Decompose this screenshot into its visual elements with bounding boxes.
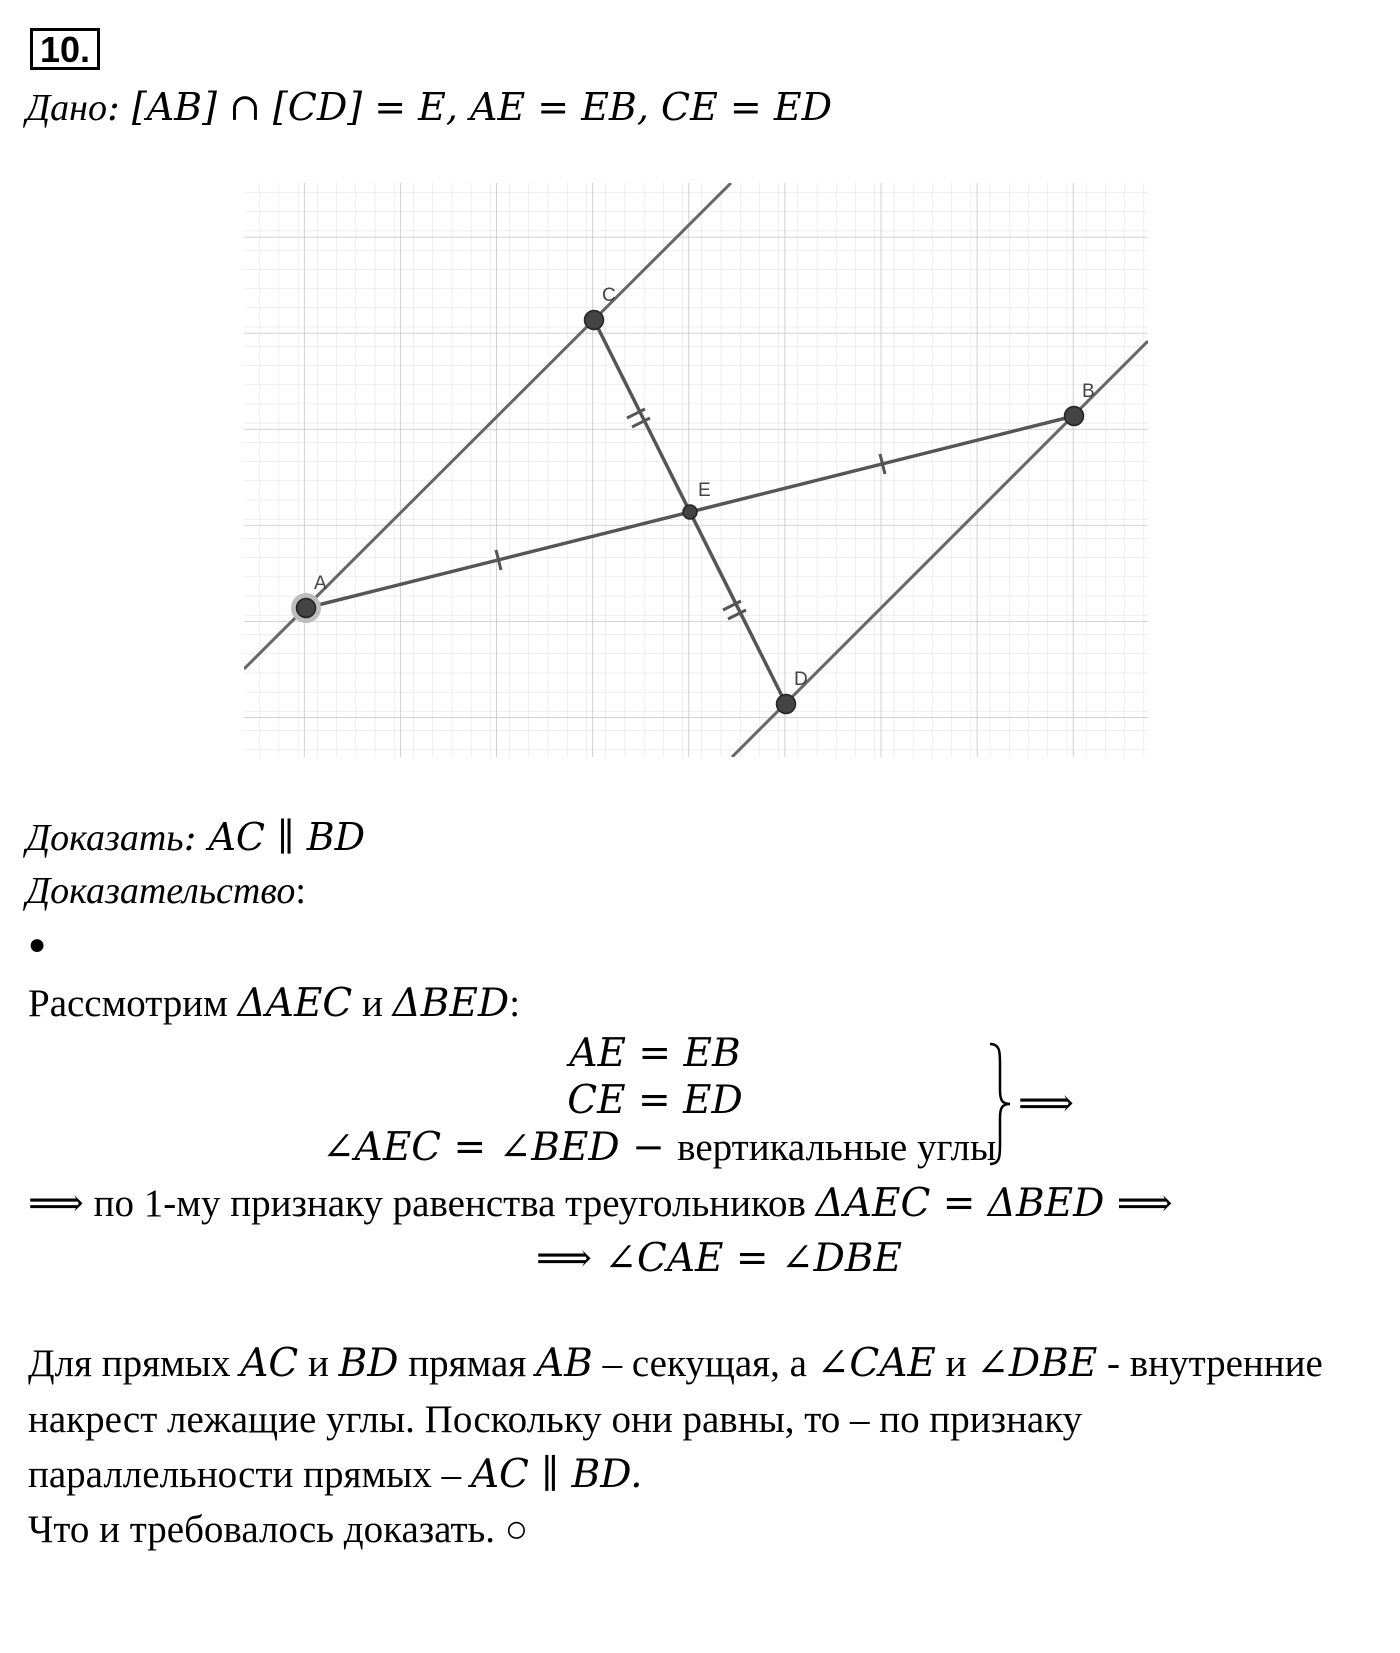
label-d: D — [794, 669, 808, 690]
label-a: A — [314, 573, 327, 594]
proof-label: Доказательство — [26, 870, 296, 912]
grid-major — [244, 183, 1148, 757]
triangle-bed: ΔBED — [392, 981, 510, 1026]
point-a — [297, 599, 316, 618]
point-b — [1065, 407, 1084, 426]
geometry-figure — [244, 183, 1148, 757]
right-brace — [988, 1042, 1014, 1166]
angle-result: ⟹ ∠CAE = ∠DBE — [536, 1236, 903, 1281]
given-text: : [AB] ∩ [CD] = E, AE = EB, CE = ED — [107, 85, 833, 129]
para1-dbe: ∠DBE — [976, 1341, 1098, 1386]
para3-math: AC ∥ BD. — [470, 1452, 643, 1497]
para1-c: прямая — [398, 1342, 537, 1385]
paragraph-line-1 — [28, 1340, 1323, 1388]
consider-and: и — [352, 982, 393, 1025]
label-c: C — [602, 285, 616, 306]
point-c — [585, 311, 604, 330]
problem-number: 10. — [30, 28, 100, 70]
given-label: Дано — [26, 87, 108, 129]
equality-3-text: вертикальные углы — [677, 1126, 997, 1169]
label-e: E — [698, 480, 711, 501]
equality-2: CE = ED — [567, 1078, 743, 1123]
point-d — [777, 695, 796, 714]
para1-ab: AB — [536, 1341, 593, 1386]
criterion-arrow: ⟹ — [28, 1182, 84, 1225]
prove-text: : AC ∥ BD — [183, 815, 366, 859]
given-line — [26, 84, 832, 131]
para1-f: - внутренние — [1097, 1342, 1323, 1385]
paragraph-line-2: накрест лежащие углы. Поскольку они равны, то – по признаку — [28, 1398, 1083, 1441]
prove-label: Доказать — [26, 817, 184, 859]
paragraph-line-3 — [28, 1451, 643, 1499]
para3-text: параллельности прямых – — [28, 1453, 471, 1496]
para1-ac: AC — [240, 1341, 299, 1386]
equality-3-math: ∠AEC = ∠BED − — [322, 1125, 678, 1170]
point-e — [683, 505, 697, 519]
para1-bd: BD — [338, 1341, 399, 1386]
criterion-math: ΔAEC = ΔBED ⟹ — [815, 1181, 1173, 1226]
para1-d: – секущая, а — [592, 1342, 817, 1385]
qed-line: Что и требовалось доказать. ○ — [28, 1508, 529, 1551]
brace-arrow: ⟹ — [1018, 1082, 1074, 1125]
para1-b: и — [298, 1342, 339, 1385]
consider-colon: : — [509, 982, 521, 1025]
para1-a: Для прямых — [28, 1342, 241, 1385]
prove-line — [26, 814, 365, 861]
para1-cae: ∠CAE — [816, 1341, 936, 1386]
criterion-line — [28, 1180, 1173, 1228]
equality-1: AE = EB — [569, 1031, 741, 1076]
label-b: B — [1082, 381, 1095, 402]
consider-line — [28, 980, 520, 1028]
criterion-text: по 1-му признаку равенства треугольников — [83, 1182, 816, 1225]
consider-prefix: Рассмотрим — [28, 982, 238, 1025]
bullet: ● — [28, 928, 47, 961]
para1-e: и — [935, 1342, 977, 1385]
proof-heading — [26, 868, 306, 914]
proof-colon: : — [295, 870, 306, 912]
triangle-aec: ΔAEC — [237, 981, 353, 1026]
equality-3 — [322, 1124, 996, 1172]
